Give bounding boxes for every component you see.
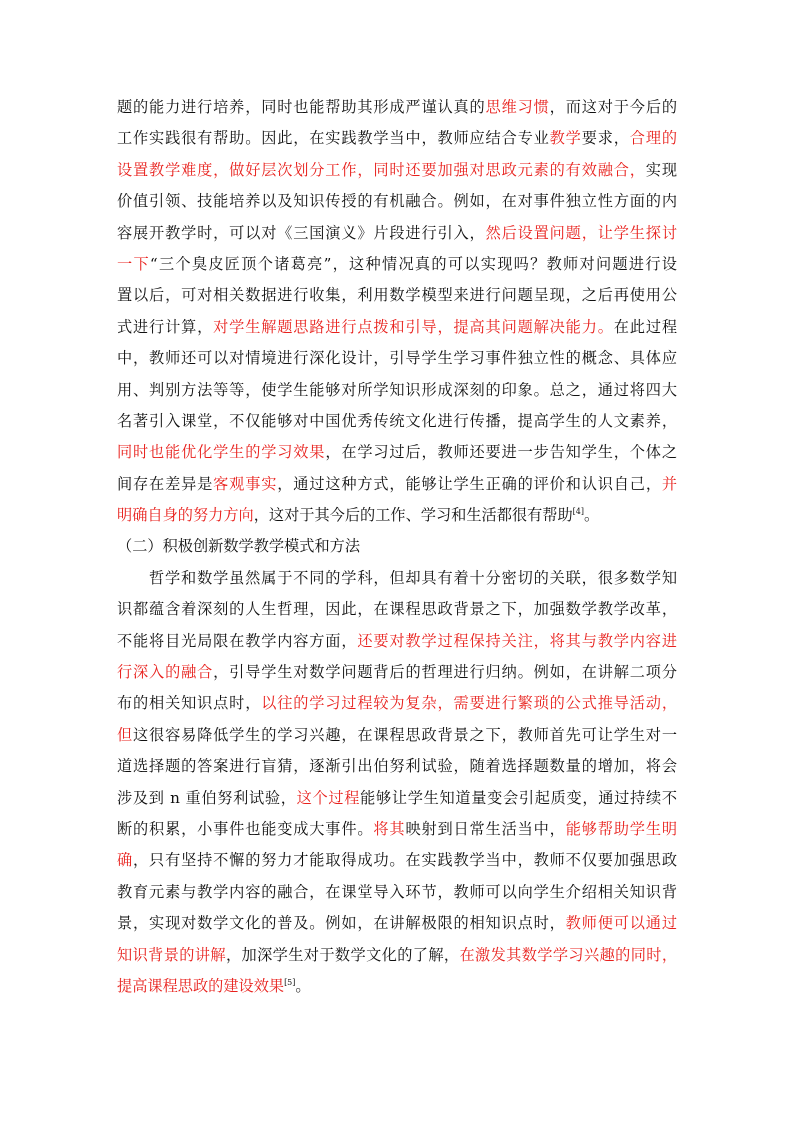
text-line bbox=[117, 343, 677, 374]
highlighted-text: 提高课程思政的建设效果 bbox=[117, 976, 285, 995]
paragraph-independence-example bbox=[117, 92, 677, 531]
text-run: 容展开教学时，可以对《三国演义》片段进行引入， bbox=[117, 223, 486, 242]
text-run: ，只有坚持不懈的努力才能取得成功。在实践教学当中，教师不仅要加强思政 bbox=[133, 851, 678, 870]
section-heading: （二）积极创新数学教学模式和方法 bbox=[117, 537, 360, 556]
text-run: 在此过程 bbox=[613, 317, 678, 336]
text-run: ，通过这种方式，能够让学生正确的评价和认识自己， bbox=[277, 474, 662, 493]
highlighted-text: 教师便可以通过 bbox=[565, 914, 678, 933]
text-run: “三个臭皮匠顶个诸葛亮”，这种情况真的可以实现吗？教师对问题进行设 bbox=[149, 254, 677, 273]
text-run: 工作实践很有帮助。因此，在实践教学当中，教师应结合专业 bbox=[117, 129, 550, 148]
text-run: ，加深学生对于数学文化的了解， bbox=[225, 945, 460, 964]
text-run: 能够让学生知道量变会引起质变，通过持续不 bbox=[360, 788, 678, 807]
text-line bbox=[117, 312, 677, 343]
text-run: 置以后，可对相关数据进行收集，利用数学模型来进行问题呈现，之后再使用公 bbox=[117, 286, 677, 305]
document-page bbox=[117, 92, 677, 1002]
text-run: ，引导学生对数学问题背后的哲理进行归纳。例如，在讲解二项分 bbox=[213, 663, 678, 682]
text-line bbox=[117, 845, 677, 876]
text-line bbox=[117, 469, 677, 500]
text-line bbox=[117, 186, 677, 217]
text-run: 价值引领、技能培养以及知识传授的有机融合。例如，在对事件独立性方面的内 bbox=[117, 192, 677, 211]
text-run: 哲学和数学虽然属于不同的学科，但却具有着十分密切的关联，很多数学知 bbox=[149, 568, 677, 587]
highlighted-text: 同时也能优化学生的学习效果 bbox=[117, 443, 326, 462]
text-line bbox=[117, 720, 677, 751]
text-line bbox=[117, 908, 677, 939]
text-run: 不能将目光局限在教学内容方面， bbox=[117, 631, 358, 650]
text-run: 题的能力进行培养，同时也能帮助其形成严谨认真的 bbox=[117, 98, 486, 116]
text-line bbox=[117, 940, 677, 971]
text-run: 中，教师还可以对情境进行深化设计，引导学生学习事件独立性的概念、具体应 bbox=[117, 349, 677, 368]
text-line bbox=[117, 249, 677, 280]
highlighted-text: 一下 bbox=[117, 254, 150, 273]
text-run: 布的相关知识点时， bbox=[117, 694, 262, 713]
text-run: 名著引入课堂，不仅能够对中国优秀传统文化进行传播，提高学生的人文素养， bbox=[117, 411, 677, 430]
highlighted-text: 合理的 bbox=[629, 129, 678, 148]
text-run: 断的积累，小事件也能变成大事件。 bbox=[117, 819, 374, 838]
highlighted-text: 还要对教学过程保持关注，将其与教学内容进 bbox=[357, 631, 678, 650]
text-run: 识都蕴含着深刻的人生哲理，因此，在课程思政背景之下，加强数学教学改革， bbox=[117, 600, 677, 619]
text-run: 式进行计算， bbox=[117, 317, 214, 336]
text-line bbox=[117, 280, 677, 311]
highlighted-text: 行深入的融合 bbox=[117, 663, 214, 682]
highlighted-text: 明确自身的努力方向 bbox=[117, 506, 254, 525]
text-run: 。 bbox=[583, 506, 600, 525]
paragraph-teaching-mode bbox=[117, 563, 677, 1002]
text-line bbox=[117, 406, 677, 437]
citation-ref: [4] bbox=[572, 507, 584, 517]
text-line bbox=[117, 594, 677, 625]
highlighted-text: 这个过程 bbox=[296, 788, 361, 807]
text-run: 实现 bbox=[645, 160, 678, 179]
highlighted-text: 能够帮助学生明 bbox=[565, 819, 678, 838]
highlighted-text: 设置教学难度，做好层次划分工作，同时还要加强对思政元素的有效融合， bbox=[117, 160, 646, 179]
text-run: ，在学习过后，教师还要进一步告知学生，个体之 bbox=[325, 443, 678, 462]
text-run: ，而这对于今后的 bbox=[549, 98, 678, 116]
text-line bbox=[117, 375, 677, 406]
text-line bbox=[117, 218, 677, 249]
text-run: 道选择题的答案进行盲猜，逐渐引出伯努利试验，随着选择题数量的增加，将会 bbox=[117, 757, 677, 776]
text-line bbox=[117, 751, 677, 782]
text-run: 。 bbox=[295, 976, 311, 995]
text-line bbox=[117, 437, 677, 468]
text-run: ，这对于其今后的工作、学习和生活都很有帮助 bbox=[253, 506, 573, 525]
text-line bbox=[117, 155, 677, 186]
citation-ref: [5] bbox=[284, 977, 296, 987]
text-run: 用、判别方法等等，使学生能够对所学知识形成深刻的印象。总之，通过将四大 bbox=[117, 380, 677, 399]
highlighted-text: 并 bbox=[661, 474, 678, 493]
highlighted-text: 教学 bbox=[549, 129, 582, 148]
highlighted-text: 客观事实 bbox=[213, 474, 278, 493]
highlighted-text: 然后设置问题，让学生探讨 bbox=[485, 223, 678, 242]
text-run: 要求， bbox=[581, 129, 630, 148]
highlighted-text: 但 bbox=[117, 725, 134, 744]
text-run: 涉及到 n 重伯努利试验， bbox=[117, 788, 297, 807]
text-line bbox=[117, 814, 677, 845]
text-run: 教育元素与教学内容的融合，在课堂导入环节，教师可以向学生介绍相关知识背 bbox=[117, 882, 677, 901]
text-run: 景，实现对数学文化的普及。例如，在讲解极限的相知识点时， bbox=[117, 914, 566, 933]
text-line bbox=[117, 877, 677, 908]
text-line bbox=[117, 123, 677, 154]
text-run: 映射到日常生活当中， bbox=[405, 819, 566, 838]
highlighted-text: 知识背景的讲解 bbox=[117, 945, 226, 964]
text-line bbox=[117, 563, 677, 594]
highlighted-text: 将其 bbox=[373, 819, 406, 838]
highlighted-text: 思维习惯 bbox=[485, 98, 550, 116]
text-line bbox=[117, 657, 677, 688]
highlighted-text: 对学生解题思路进行点拨和引导，提高其问题解决能力。 bbox=[213, 317, 614, 336]
highlighted-text: 确 bbox=[117, 851, 134, 870]
text-line bbox=[117, 688, 677, 719]
text-run: 这很容易降低学生的学习兴趣，在课程思政背景之下，教师首先可让学生对一 bbox=[133, 725, 678, 744]
text-line bbox=[117, 971, 677, 1002]
text-line bbox=[117, 500, 677, 531]
text-line bbox=[117, 783, 677, 814]
text-line bbox=[117, 92, 677, 123]
highlighted-text: 在激发其数学学习兴趣的同时， bbox=[459, 945, 678, 964]
text-line bbox=[117, 626, 677, 657]
text-run: 间存在差异是 bbox=[117, 474, 214, 493]
highlighted-text: 以往的学习过程较为复杂，需要进行繁琐的公式推导活动， bbox=[261, 694, 678, 713]
